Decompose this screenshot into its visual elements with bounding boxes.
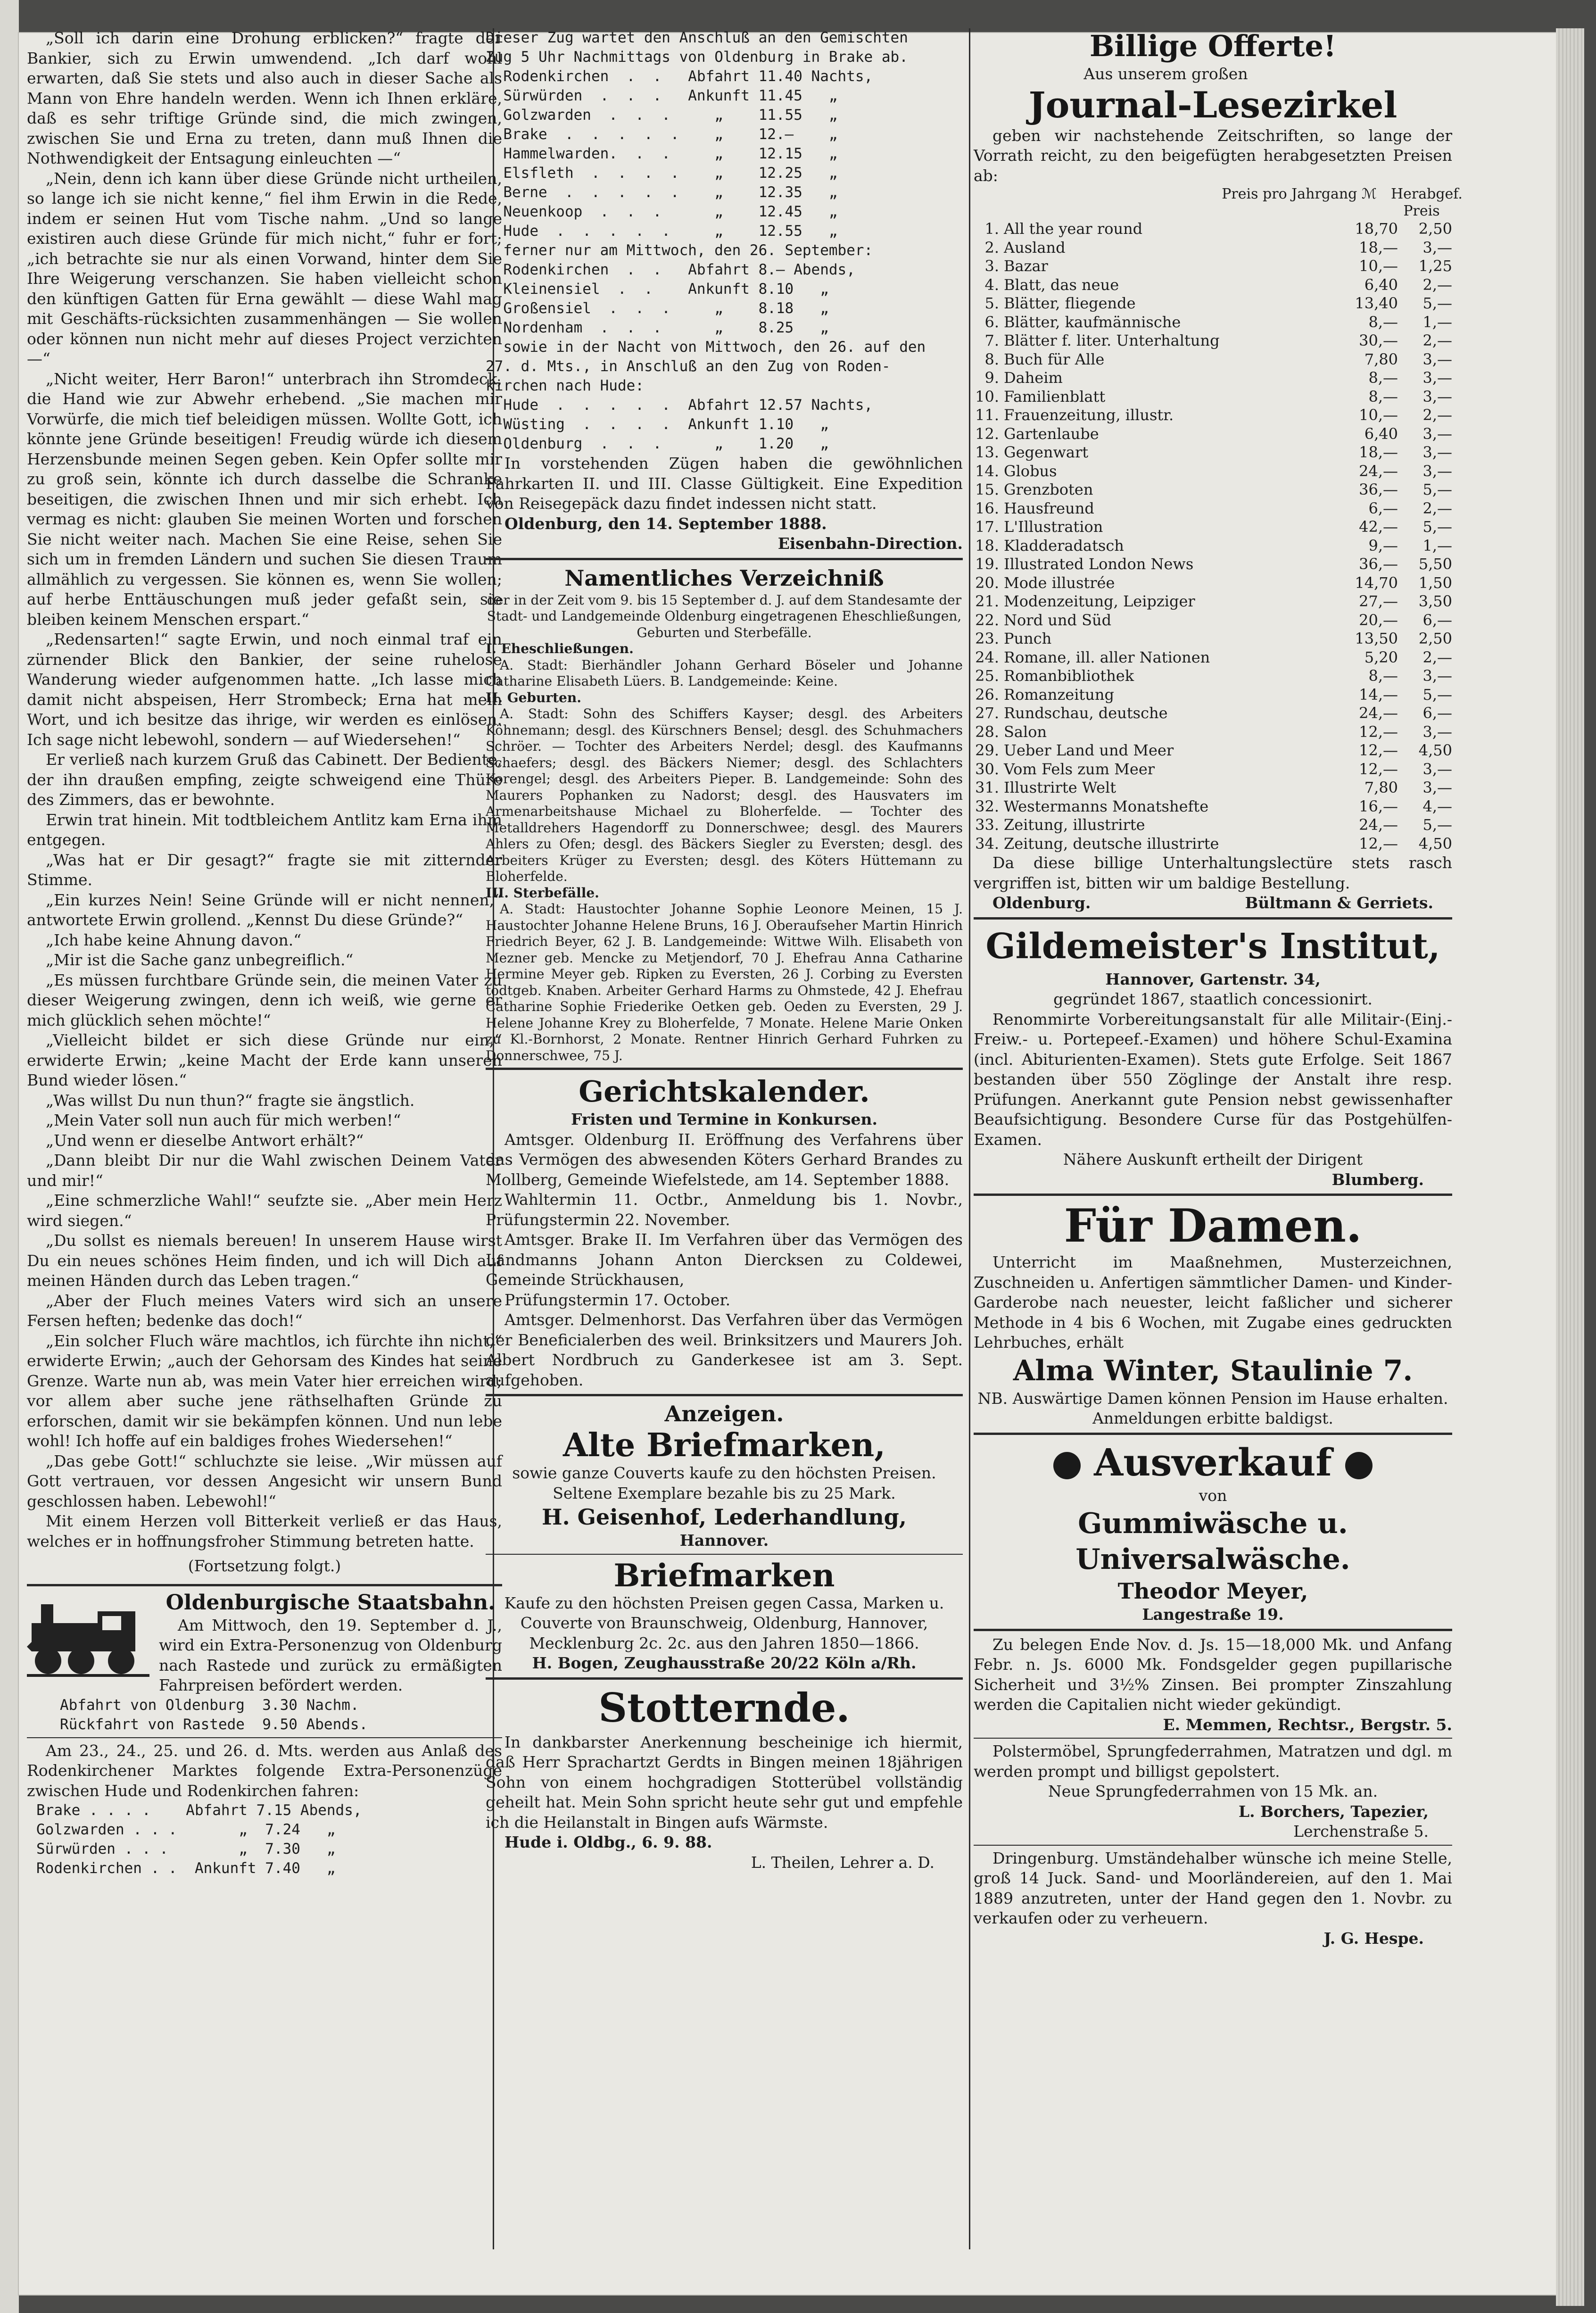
journal-row-price: 36,— — [1359, 555, 1398, 573]
offer-title: Billige Offerte! — [1089, 29, 1337, 63]
journal-row-reduced: 3,— — [1422, 760, 1452, 778]
register-deaths: A. Stadt: Haustochter Johanne Sophie Leonore Meinen, 15 J. Haustochter Johanne Helene Bruns, 16 J. Oberaufseher Martin Hinrich Friedrich Beyer, 62 J. B. Landgemeinde: Wittwe Wilh. Elisabeth von Mezner geb. Mencke zu Metjendorf, 70 J. Ehefrau Anna Catharine Hermine Meyer geb. Ripken zu Eversten, 26 J. Corbing zu Eversten todtgeb. Knaben. Arbeiter Gerhard Harms zu Ohmstede, 42 J. Ehefrau Catharine Sophie Friederike Oetken geb. Oeden zu Eversten, 29 J. Helene Johanne Krey zu Bloherfelde, 7 Monate. Helene Marie Onken zu Kl.-Bornhorst, 2 Monate. Rentner Hinrich Gerhard Fuhrken zu Donnerschwee, 75 J. — [486, 901, 963, 1063]
journal-row-number: 17. — [975, 518, 999, 536]
journal-row-title: Vom Fels zum Meer — [1004, 760, 1155, 778]
register-heading-3: III. Sterbefälle. — [486, 885, 599, 901]
journal-table-header — [974, 186, 1463, 220]
divider — [974, 1629, 1452, 1631]
journal-row-number: 19. — [975, 555, 999, 573]
bullet-icon — [1345, 1452, 1373, 1479]
journal-row-price: 9,— — [1368, 536, 1398, 555]
journal-row-price: 10,— — [1359, 406, 1398, 424]
upholstery-ad-address: Lerchenstraße 5. — [1293, 1822, 1429, 1840]
court-entry-2b: Prüfungstermin 17. October. — [504, 1290, 731, 1309]
upholstery-ad-text: Polstermöbel, Sprungfederrahmen, Matratzen und dgl. m werden prompt und billigst gepolstert. — [974, 1742, 1452, 1781]
journal-text: geben wir nachstehende Zeitschriften, so lange der Vorrath reicht, zu den beigefügten herabgesetzten Preisen ab: — [974, 126, 1452, 185]
journal-row-title: Rundschau, deutsche — [1004, 704, 1168, 722]
journal-row-price: 14,70 — [1355, 573, 1398, 592]
journal-row-price: 18,— — [1359, 443, 1398, 461]
journal-row-title: Romane, ill. aller Nationen — [1004, 648, 1210, 666]
journal-row-reduced: 3,— — [1422, 443, 1452, 461]
journal-row-title: Romanbibliothek — [1004, 667, 1134, 685]
upholstery-ad-firm: L. Borchers, Tapezier, — [1238, 1802, 1429, 1821]
journal-row-price: 12,— — [1359, 760, 1398, 778]
journal-row-number: 28. — [975, 722, 999, 741]
journal-row-price: 12,— — [1359, 722, 1398, 741]
sale-ad-firm: Theodor Meyer, — [1117, 1578, 1308, 1604]
journal-row-reduced: 3,— — [1422, 369, 1452, 387]
stamps2-ad-text: Kaufe zu den höchsten Preisen gegen Cassa, Marken u. Couverte von Braunschweig, Oldenburg, Hannover, Mecklenburg 2c. 2c. aus den Jahren 1850—1866. — [504, 1593, 944, 1652]
journal-row-number: 4. — [984, 275, 999, 294]
journal-row-reduced: 5,— — [1422, 294, 1452, 312]
staatsbahn-times: Abfahrt von Oldenburg 3.30 Nachm. Rückfahrt von Rastede 9.50 Abends. — [60, 1696, 368, 1733]
story-paragraph: „Mir ist die Sache ganz unbegreiflich.“ — [46, 951, 354, 969]
story-paragraph: „Ich habe keine Ahnung davon.“ — [46, 930, 302, 949]
farm-ad-signature: J. G. Hespe. — [1323, 1929, 1424, 1948]
journal-row-title: Zeitung, deutsche illustrirte — [1004, 834, 1219, 853]
journal-row-title: Mode illustrée — [1004, 573, 1115, 592]
story-paragraph: „Ein solcher Fluch wäre machtlos, ich fürchte ihn nicht,“ erwiderte Erwin; „auch der Gehorsam des Kindes hat seine Grenze. Warte nun ab, was mein Vater hier erreichen wird; vor allem aber suche jene räthselhaften Gründe zu erforschen, damit wir sie bekämpfen können. Und nun lebe wohl! Ich hoffe auf ein baldiges frohes Wiedersehen!“ — [27, 1331, 502, 1450]
sale-ad-goods: Gummiwäsche u. Universalwäsche. — [1075, 1507, 1350, 1576]
journal-row-number: 16. — [975, 499, 999, 517]
stamps-ad-firm: H. Geisenhof, Lederhandlung, — [542, 1504, 907, 1530]
journal-row-reduced: 2,— — [1422, 406, 1452, 424]
journal-row-title: Globus — [1004, 462, 1057, 480]
story-paragraph: „Soll ich darin eine Drohung erblicken?“ fragte der Bankier, sich zu Erwin umwendend. „Ich darf wohl erwarten, daß Sie stets und also auch in dieser Sache als Mann von Ehre handeln werden. Wenn ich Ihnen erkläre, daß es sehr triftige Gründe sind, die mich zwingen, zwischen Sie und Erna zu treten, dann muß Ihnen die Nothwendigkeit der Entsagung einleuchten —“ — [27, 29, 502, 167]
institute-address: Hannover, Gartenstr. 34, — [1105, 970, 1321, 988]
journal-row-title: Modenzeitung, Leipziger — [1004, 592, 1195, 610]
institute-more: Nähere Auskunft ertheilt der Dirigent — [1063, 1150, 1363, 1169]
journal-row-number: 33. — [975, 816, 999, 834]
journal-row-reduced: 3,— — [1422, 238, 1452, 257]
journal-row-price: 30,— — [1359, 332, 1398, 349]
divider — [486, 1554, 963, 1555]
journal-row-number: 3. — [984, 257, 999, 275]
journal-row-title: Blätter, kaufmännische — [1004, 313, 1181, 331]
journal-row-title: L'Illustration — [1004, 518, 1103, 536]
continued-note: (Fortsetzung folgt.) — [188, 1557, 341, 1575]
journal-row-reduced: 6,— — [1422, 611, 1452, 629]
divider — [486, 1677, 963, 1680]
staatsbahn-text: Am Mittwoch, den 19. September d. J., wird ein Extra-Personenzug von Oldenburg nach Rastede und zurück zu ermäßigten Fahrpreisen befördert werden. — [159, 1616, 502, 1694]
stutter-ad-place: Hude i. Oldbg., 6. 9. 88. — [504, 1833, 712, 1851]
ladies-ad-note: NB. Auswärtige Damen können Pension im Hause erhalten. Anmeldungen erbitte baldigst. — [977, 1389, 1448, 1427]
journal-row-number: 8. — [984, 350, 999, 368]
journal-row-price: 6,40 — [1364, 275, 1398, 294]
story-paragraph: „Redensarten!“ sagte Erwin, und noch einmal traf ein zürnender Blick den Bankier, der seine ruhelose Wanderung wieder aufgenommen hatte. „Ich lasse mich damit nicht abspeisen, Herr Strombeck; Erna hat mein Wort, und ich besitze das ihrige, wir werden es einlösen. Ich sage nicht lebewohl, sondern — auf Wiedersehen!“ — [27, 630, 502, 749]
journal-row-reduced: 5,— — [1422, 518, 1452, 536]
stamps2-ad-title: Briefmarken — [613, 1557, 835, 1594]
journal-row-number: 29. — [975, 741, 999, 759]
story-paragraph: Erwin trat hinein. Mit todtbleichem Antlitz kam Erna ihm entgegen. — [27, 810, 502, 849]
journal-row-price: 18,70 — [1355, 220, 1398, 238]
story-paragraph: Mit einem Herzen voll Bitterkeit verließ er das Haus, welches er in hoffnungsfroher Stimmung betreten hatte. — [27, 1512, 502, 1550]
journal-row-title: Illustrated London News — [1004, 555, 1194, 573]
sale-ad-address: Langestraße 19. — [1142, 1605, 1284, 1624]
divider — [27, 1737, 502, 1738]
sale-ad-von: von — [1199, 1486, 1227, 1505]
journal-row-reduced: 3,— — [1422, 387, 1452, 406]
journal-row-reduced: 2,— — [1422, 648, 1452, 666]
story-paragraph: „Eine schmerzliche Wahl!“ seufzte sie. „Aber mein Herz wird siegen.“ — [27, 1191, 502, 1230]
stutter-ad-title: Stotternde. — [598, 1684, 850, 1731]
journal-row-price: 8,— — [1368, 667, 1398, 685]
register-title: Namentliches Verzeichniß — [564, 565, 884, 591]
staatsbahn-title: Oldenburgische Staatsbahn. — [165, 1590, 496, 1615]
column-middle — [486, 28, 963, 1873]
journal-title: Journal-Lesezirkel — [1028, 83, 1398, 126]
reduced-column-header: Herabgef. Preis — [1391, 186, 1463, 219]
markt-text: Am 23., 24., 25. und 26. d. Mts. werden aus Anlaß des Rodenkirchener Marktes folgende Extra-Personenzüge zwischen Hude und Rodenkirchen fahren: — [27, 1741, 502, 1800]
upholstery-ad-offer: Neue Sprungfederrahmen von 15 Mk. an. — [1048, 1782, 1378, 1800]
journal-row-title: Gegenwart — [1004, 443, 1089, 461]
journal-row-number: 14. — [975, 462, 999, 480]
story-paragraph: „Was willst Du nun thun?“ fragte sie ängstlich. — [46, 1091, 415, 1110]
journal-row-title: Illustrirte Welt — [1004, 779, 1116, 796]
offer-sub: Aus unserem großen — [1083, 65, 1248, 83]
train-note: In vorstehenden Zügen haben die gewöhnlichen Fahrkarten II. und III. Classe Gültigkeit. Eine Expedition von Reisegepäck dazu findet indessen nicht statt. — [486, 454, 963, 513]
journal-row-number: 21. — [975, 592, 999, 610]
journal-row-number: 9. — [984, 369, 999, 387]
train-signature-date: Oldenburg, den 14. September 1888. — [504, 514, 827, 533]
journal-row-reduced: 3,— — [1422, 350, 1452, 368]
journal-row-price: 8,— — [1368, 369, 1398, 387]
markt-times: Brake . . . . Abfahrt 7.15 Abends, Golzwarden . . . „ 7.24 „ Sürwürden . . . „ 7.30 „ Rodenkirchen . . Ankunft 7.40 „ — [36, 1802, 362, 1877]
institute-title: Gildemeister's Institut, — [985, 926, 1440, 967]
staatsbahn-ad — [27, 1590, 502, 1696]
register-intro: der in der Zeit vom 9. bis 15 September d. J. auf dem Standesamte der Stadt- und Landgemeinde Oldenburg eingetragenen Eheschließungen, Geburten und Sterbefälle. — [487, 592, 962, 640]
journal-row-title: Blätter, fliegende — [1004, 294, 1136, 312]
register-marriages: A. Stadt: Bierhändler Johann Gerhard Böseler und Johanne Catharine Elisabeth Lüers. B. Landgemeinde: Keine. — [486, 657, 963, 689]
institute-text: Renommirte Vorbereitungsanstalt für alle Militair-(Einj.-Freiw.- u. Portepeef.-Examen) und höhere Schul-Examina (incl. Abiturienten-Examen). Stets gute Erfolge. Seit 1867 bestanden über 550 Zöglinge der Anstalt ihre resp. Prüfungen. Anerkannt gute Pension nebst gewissenhafter Beaufsichtigung. Besondere Curse für das Postgehülfen-Examen. — [974, 1010, 1452, 1149]
loan-ad-text: Zu belegen Ende Nov. d. Js. 15—18,000 Mk. und Anfang Febr. n. Js. 6000 Mk. Fondsgelder gegen pupillarische Sicherheit und 3½% Zinsen. Bei prompter Zinszahlung werden die Capitalien nicht wieder gekündigt. — [974, 1635, 1452, 1714]
journal-row-number: 27. — [975, 704, 999, 722]
ladies-ad-name: Alma Winter, Staulinie 7. — [1013, 1354, 1413, 1387]
journal-row-price: 42,— — [1359, 518, 1398, 536]
court-entry-2: Amtsger. Brake II. Im Verfahren über das Vermögen des Landmanns Johann Anton Diercksen zu Coldewei, Gemeinde Strückhausen, — [486, 1230, 963, 1289]
journal-row-reduced: 1,— — [1422, 536, 1452, 555]
story-paragraph: „Ein kurzes Nein! Seine Gründe will er nicht nennen,“ antwortete Erwin grollend. „Kennst Du diese Gründe?“ — [27, 890, 502, 929]
journal-row-price: 8,— — [1368, 387, 1398, 406]
divider — [974, 1845, 1452, 1846]
divider — [974, 917, 1452, 920]
journal-row-reduced: 1,50 — [1418, 573, 1452, 592]
journal-row-title: Ausland — [1004, 238, 1066, 257]
journal-footer — [974, 893, 1452, 913]
journal-row-number: 6. — [984, 313, 999, 331]
story-paragraph: „Vielleicht bildet er sich diese Gründe nur ein,“ erwiderte Erwin; „keine Macht der Erde kann unseren Bund wieder lösen.“ — [27, 1031, 502, 1089]
journal-row-title: Zeitung, illustrirte — [1004, 816, 1145, 834]
stamps-ad-title: Alte Briefmarken, — [563, 1426, 885, 1464]
court-calendar-title: Gerichtskalender. — [579, 1074, 870, 1109]
journal-row-title: Romanzeitung — [1004, 685, 1114, 704]
journal-row-title: Ueber Land und Meer — [1004, 741, 1174, 759]
sale-ad-title — [974, 1439, 1452, 1486]
divider — [974, 1194, 1452, 1196]
journal-row-title: Kladderadatsch — [1004, 536, 1124, 555]
journal-row-price: 24,— — [1359, 816, 1398, 834]
locomotive-icon — [27, 1590, 154, 1684]
divider — [974, 1433, 1452, 1435]
journal-row-number: 12. — [975, 424, 999, 443]
story-paragraph: Er verließ nach kurzem Gruß das Cabinett. Der Bediente, der ihn draußen empfing, zeigte schweigend eine Thüre des Zimmers, das er bewohnte. — [27, 750, 502, 809]
journal-row-number: 11. — [975, 406, 999, 424]
journal-row-title: Hausfreund — [1004, 499, 1094, 517]
journal-row-reduced: 2,50 — [1418, 220, 1452, 238]
journal-row-reduced: 3,50 — [1418, 592, 1452, 610]
journal-row-price: 36,— — [1359, 481, 1398, 498]
institute-director: Blumberg. — [1331, 1170, 1424, 1189]
ladies-ad-text: Unterricht im Maaßnehmen, Musterzeichnen, Zuschneiden u. Anfertigen sämmtlicher Damen- und Kinder-Garderobe nach neuester, leicht faßlicher und sicherer Methode in 4 bis 6 Wochen, mit Zugabe eines gedruckten Lehrbuches, erhält — [974, 1253, 1452, 1351]
stutter-ad-text: In dankbarster Anerkennung bescheinige ich hiermit, daß Herr Sprachartzt Gerdts in Bingen meinen 18jährigen Sohn von einem hochgradigen Stotterübel vollständig geheilt hat. Mein Sohn spricht heute sehr gut und empfehle ich die Heilanstalt in Bingen aufs Wärmste. — [486, 1733, 963, 1832]
journal-row-reduced: 3,— — [1422, 667, 1452, 685]
page-stack-edge — [1556, 28, 1584, 2306]
court-entry-1: Amtsger. Oldenburg II. Eröffnung des Verfahrens über das Vermögen des abwesenden Köters Gerhard Brandes zu Mollberg, Gemeinde Wiefelstede, am 14. September 1888. — [486, 1130, 963, 1189]
journal-row-number: 34. — [975, 834, 999, 853]
register-heading-2: II. Geburten. — [486, 689, 581, 705]
journal-row-reduced: 2,— — [1422, 332, 1452, 349]
journal-row-number: 13. — [975, 443, 999, 461]
journal-row-price: 12,— — [1359, 741, 1398, 759]
ads-title: Anzeigen. — [664, 1401, 784, 1426]
train-signature: Eisenbahn-Direction. — [777, 534, 963, 553]
ladies-ad-title: Für Damen. — [1064, 1199, 1362, 1252]
divider — [486, 1068, 963, 1070]
journal-row-price: 8,— — [1368, 313, 1398, 331]
journal-row-number: 15. — [975, 481, 999, 498]
story-paragraph: „Nicht weiter, Herr Baron!“ unterbrach ihn Stromdeck, die Hand wie zur Abwehr erhebend. „Sie machen mir Vorwürfe, die mich tief beleidigen müssen. Wollte Gott, ich könnte jene Gründe beseitigen! Freudig würde ich diesem Herzensbunde meinen Segen geben. Kein Opfer sollte mir zu groß sein, könnte ich durch dasselbe die Schranke beseitigen, die zwischen Ihnen und mir sich erhebt. Ich vermag es nicht: glauben Sie meinen Worten und forschen Sie nicht weiter nach. Machen Sie eine Reise, sehen Sie sich um in fremden Ländern und suchen Sie diesen Traum allmählich zu vergessen. Sie können es, wenn Sie wollen; auf herbe Enttäuschungen muß jeder gefaßt sein, sie bleiben keinem Menschen erspart.“ — [27, 369, 502, 629]
story-paragraph: „Dann bleibt Dir nur die Wahl zwischen Deinem Vater und mir!“ — [27, 1151, 502, 1190]
journal-row-reduced: 3,— — [1422, 424, 1452, 443]
story-paragraph: „Was hat er Dir gesagt?“ fragte sie mit zitternder Stimme. — [27, 850, 502, 889]
journal-row-price: 24,— — [1359, 462, 1398, 480]
journal-row-price: 20,— — [1359, 611, 1398, 629]
journal-row-title: Punch — [1004, 630, 1052, 647]
journal-row-reduced: 5,— — [1422, 685, 1452, 704]
divider — [486, 558, 963, 560]
story-paragraph: „Du sollst es niemals bereuen! In unserem Hause wirst Du ein neues schönes Heim finden, und ich will Dich auf meinen Händen durch das Leben tragen.“ — [27, 1231, 502, 1290]
journal-row-number: 26. — [975, 685, 999, 704]
story-paragraph: „Und wenn er dieselbe Antwort erhält?“ — [46, 1131, 364, 1150]
journal-row-reduced: 4,— — [1422, 797, 1452, 815]
journal-row-title: Blätter f. liter. Unterhaltung — [1004, 332, 1220, 349]
column-left — [27, 28, 502, 1878]
journal-row-reduced: 6,— — [1422, 704, 1452, 722]
serial-story — [27, 28, 502, 1551]
journal-row-number: 31. — [975, 779, 999, 796]
journal-row-reduced: 3,— — [1422, 722, 1452, 741]
story-paragraph: „Aber der Fluch meines Vaters wird sich an unsere Fersen heften; bedenke das doch!“ — [27, 1291, 502, 1330]
loan-ad-signature: E. Memmen, Rechtsr., Bergstr. 5. — [1163, 1715, 1452, 1734]
stutter-ad-signature: L. Theilen, Lehrer a. D. — [751, 1853, 934, 1872]
journal-row-reduced: 1,— — [1422, 313, 1452, 331]
stamps-ad-text: sowie ganze Couverts kaufe zu den höchsten Preisen. Seltene Exemplare bezahle bis zu 25 Mark. — [512, 1464, 936, 1502]
journal-row-reduced: 5,50 — [1418, 555, 1452, 573]
journal-row-price: 24,— — [1359, 704, 1398, 722]
journal-row-price: 14,— — [1359, 685, 1398, 704]
journal-row-price: 6,— — [1368, 499, 1398, 517]
bullet-icon — [1053, 1452, 1081, 1479]
stamps-ad-city: Hannover. — [679, 1531, 769, 1550]
journal-row-title: Salon — [1004, 722, 1047, 741]
journal-row-number: 24. — [975, 648, 999, 666]
court-entry-1b: Wahltermin 11. Octbr., Anmeldung bis 1. Novbr., Prüfungstermin 22. November. — [486, 1190, 963, 1229]
journal-row-title: Bazar — [1004, 257, 1048, 275]
story-paragraph: „Mein Vater soll nun auch für mich werben!“ — [46, 1111, 401, 1129]
journal-row-title: Familienblatt — [1004, 387, 1106, 406]
journal-row-price: 7,80 — [1364, 350, 1398, 368]
court-calendar-sub: Fristen und Termine in Konkursen. — [571, 1110, 877, 1128]
journal-row-reduced: 5,— — [1422, 816, 1452, 834]
journal-row-number: 20. — [975, 573, 999, 592]
story-paragraph: „Das gebe Gott!“ schluchzte sie leise. „Wir müssen auf Gott vertrauen, vor dessen Angesicht wir unsern Bund geschlossen haben. Lebewohl!“ — [27, 1451, 502, 1510]
journal-row-reduced: 2,— — [1422, 499, 1452, 517]
divider — [974, 1738, 1452, 1739]
journal-end: Da diese billige Unterhaltungslectüre stets rasch vergriffen ist, bitten wir um baldige Bestellung. — [974, 854, 1452, 892]
journal-row-number: 10. — [975, 387, 999, 406]
journal-row-number: 1. — [984, 220, 999, 238]
register-births: A. Stadt: Sohn des Schiffers Kayser; desgl. des Arbeiters Köhnemann; desgl. des Kürschners Bensel; desgl. des Schuhmachers Schröer. — Tochter des Arbeiters Nerdel; desgl. des Kaufmanns Schaefers; desgl. des Bäckers Niemer; desgl. des Schlachters Korengel; desgl. des Arbeiters Pieper. B. Landgemeinde: Sohn des Maurers Pophanken zu Nadorst; desgl. des Hausvaters im Armenarbeitshause Michael zu Bloherfelde. — Tochter des Metalldrehers Hagendorff zu Donnerschwee; desgl. des Maurers Ahlers zu Ofen; desgl. des Bäckers Siegler zu Eversten; desgl. des Arbeiters Krüger zu Eversten; desgl. des Köters Hüttemann zu Bloherfelde. — [486, 706, 963, 884]
journal-row-reduced: 4,50 — [1418, 741, 1452, 759]
journal-row-reduced: 3,— — [1422, 779, 1452, 796]
journal-row-number: 25. — [975, 667, 999, 685]
journal-row-reduced: 1,25 — [1418, 257, 1452, 275]
journal-row-price: 6,40 — [1364, 424, 1398, 443]
journal-row-title: Gartenlaube — [1004, 424, 1099, 443]
journal-row-number: 32. — [975, 797, 999, 815]
price-column-header: Preis pro Jahrgang ℳ — [1222, 186, 1377, 202]
journal-row-number: 7. — [984, 332, 999, 349]
journal-row-price: 16,— — [1359, 797, 1398, 815]
journal-row-price: 13,40 — [1355, 294, 1398, 312]
journal-row-number: 18. — [975, 536, 999, 555]
farm-ad-text: Dringenburg. Umständehalber wünsche ich meine Stelle, groß 14 Juck. Sand- und Moorländereien, auf den 1. Mai 1889 anzutreten, unter der Hand gegen den 1. Novbr. zu verkaufen oder zu verheuern. — [974, 1849, 1452, 1927]
journal-row-number: 2. — [984, 238, 999, 257]
journal-row-number: 22. — [975, 611, 999, 629]
story-paragraph: „Nein, denn ich kann über diese Gründe nicht urtheilen, so lange ich sie nicht kenne,“ fiel ihm Erwin in die Rede, indem er seinen Hut vom Tische nahm. „Und so lange existiren auch diese Gründe für mich nicht,“ fuhr er fort; „ich betrachte sie nur als einen Vorwand, hinter dem Sie Ihre Weigerung verschanzen. Sie haben vielleicht schon den künftigen Gatten für Erna gewählt — diese Wahl mag mit Geschäfts-rücksichten zusammenhängen — Sie wollen oder können nun nicht mehr auf dieses Project verzichten —“ — [27, 169, 502, 368]
column-right — [974, 28, 1463, 1948]
journal-row-price: 12,— — [1359, 834, 1398, 853]
sale-ad-title-text: Ausverkauf — [1094, 1440, 1332, 1484]
journal-row-price: 18,— — [1359, 238, 1398, 257]
journal-row-title: All the year round — [1004, 220, 1143, 238]
journal-row-price: 13,50 — [1355, 630, 1398, 647]
journal-place: Oldenburg. — [992, 894, 1091, 912]
journal-table — [974, 220, 1452, 853]
story-paragraph: „Es müssen furchtbare Gründe sein, die meinen Vater zu dieser Weigerung zwingen, denn ich weiß, wie gerne er mich glücklich sehen möchte!“ — [27, 970, 502, 1029]
journal-row-number: 30. — [975, 760, 999, 778]
journal-row-title: Daheim — [1004, 369, 1063, 387]
divider — [27, 1584, 502, 1586]
journal-row-title: Buch für Alle — [1004, 350, 1105, 368]
court-entry-3: Amtsger. Delmenhorst. Das Verfahren über das Vermögen der Beneficialerben des weil. Brinksitzers und Maurers Joh. Albert Nordbruch zu Ganderkesee ist am 3. Sept. aufgehoben. — [486, 1310, 963, 1389]
journal-row-title: Nord und Süd — [1004, 611, 1112, 629]
journal-row-reduced: 5,— — [1422, 481, 1452, 498]
journal-row-title: Westermanns Monatshefte — [1004, 797, 1209, 815]
journal-row-number: 23. — [975, 630, 999, 647]
journal-row-price: 27,— — [1359, 592, 1398, 610]
journal-row-reduced: 4,50 — [1418, 834, 1452, 853]
register-heading-1: I. Eheschließungen. — [486, 641, 634, 656]
facing-page-edge — [0, 0, 19, 2313]
train-schedule: Dieser Zug wartet den Anschluß an den Gemischten Zug 5 Uhr Nachmittags von Oldenburg in Brake ab. Rodenkirchen . . Abfahrt 11.40 Nachts, Sürwürden . . . Ankunft 11.45 „ Golzwarden . . . „ 11.55 „ Brake . . . . . „ 12.— „ Hammelwarden. . . „ 12.15 „ Elsfleth . . . . „ 12.25 „ Berne . . . . . „ 12.35 „ Neuenkoop . . . „ 12.45 „ Hude . . . . . „ 12.55 „ ferner nur am Mittwoch, den 26. September: Rodenkirchen . . Abfahrt 8.— Abends, Kleinensiel . . Ankunft 8.10 „ Großensiel . . . „ 8.18 „ Nordenham . . . „ 8.25 „ sowie in der Nacht von Mittwoch, den 26. auf den 27. d. Mts., in Anschluß an den Zug von Roden- kirchen nach Hude: Hude . . . . . Abfahrt 12.57 Nachts, Wüsting . . . . Ankunft 1.10 „ Oldenburg . . . „ 1.20 „ — [486, 29, 926, 452]
stamps2-ad-firm: H. Bogen, Zeughausstraße 20/22 Köln a/Rh. — [532, 1654, 917, 1672]
divider — [486, 1394, 963, 1396]
journal-row-reduced: 2,50 — [1418, 630, 1452, 647]
journal-firm: Bültmann & Gerriets. — [1245, 894, 1433, 912]
journal-row-title: Grenzboten — [1004, 481, 1093, 498]
institute-founded: gegründet 1867, staatlich concessionirt. — [1053, 990, 1373, 1008]
journal-row-number: 5. — [984, 294, 999, 312]
journal-row-reduced: 3,— — [1422, 462, 1452, 480]
journal-row-price: 5,20 — [1364, 648, 1398, 666]
journal-row-price: 7,80 — [1364, 779, 1398, 796]
journal-row-price: 10,— — [1359, 257, 1398, 275]
journal-row-title: Blatt, das neue — [1004, 275, 1119, 294]
journal-row-reduced: 2,— — [1422, 275, 1452, 294]
column-rule — [969, 28, 970, 2249]
journal-row-title: Frauenzeitung, illustr. — [1004, 406, 1174, 424]
